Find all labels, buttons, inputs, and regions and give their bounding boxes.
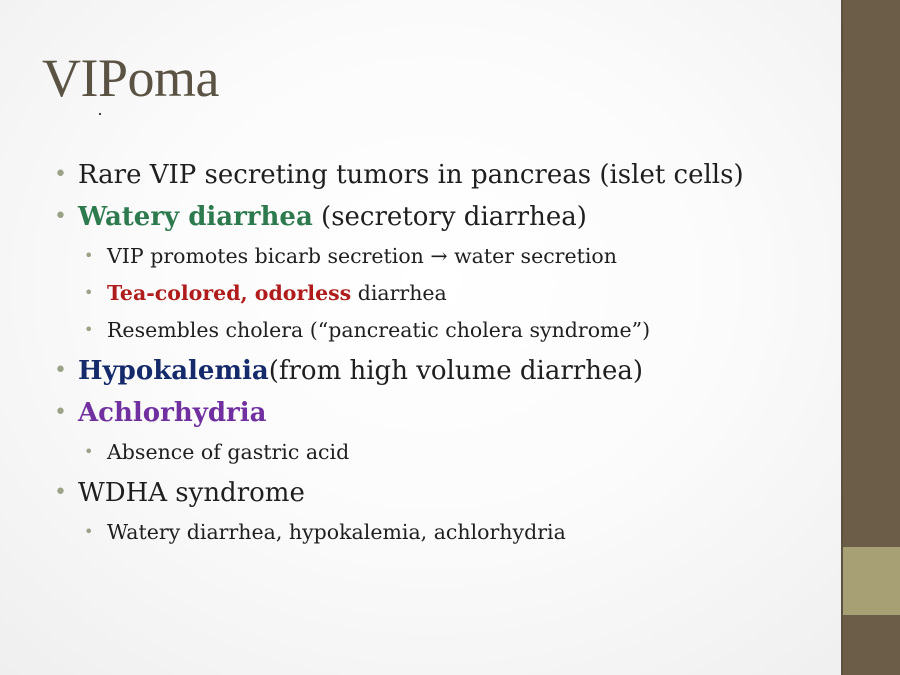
sub-bullet-gastric-acid [54, 438, 834, 466]
sub-bullet-text: Absence of gastric acid [107, 440, 350, 464]
bullet-dot: • [54, 400, 67, 425]
tea-colored-highlight: Tea-colored, odorless [107, 281, 352, 305]
sub-bullet-text: Watery diarrhea, hypokalemia, achlorhydria [107, 520, 566, 544]
bullet-dot: • [84, 246, 94, 265]
stray-dot [99, 113, 101, 115]
slide-title: VIPoma [42, 48, 219, 108]
bullet-dot: • [84, 522, 94, 541]
sub-bullet-wdha-definition [54, 518, 834, 546]
bullet-text: Rare VIP secreting tumors in pancreas (islet cells) [78, 160, 744, 190]
bullet-dot: • [54, 480, 67, 505]
bullet-list [54, 158, 834, 555]
sub-bullet-tea-colored [54, 279, 834, 307]
bullet-dot: • [84, 442, 94, 461]
bullet-rare-tumors [54, 158, 834, 192]
bullet-text: (from high volume diarrhea) [268, 356, 644, 386]
sub-bullet-text: diarrhea [351, 281, 447, 305]
sub-bullet-vip-bicarb [54, 242, 834, 270]
decorative-side-accent [843, 547, 900, 615]
bullet-dot: • [84, 283, 94, 302]
hypokalemia-highlight: Hypokalemia [78, 356, 269, 386]
bullet-watery-diarrhea [54, 200, 834, 234]
bullet-wdha-syndrome [54, 476, 834, 510]
bullet-achlorhydria [54, 396, 834, 430]
bullet-hypokalemia [54, 354, 834, 388]
bullet-text: WDHA syndrome [78, 478, 305, 508]
bullet-dot: • [54, 358, 67, 383]
bullet-text: (secretory diarrhea) [312, 202, 587, 232]
bullet-dot: • [54, 204, 67, 229]
sub-bullet-cholera [54, 316, 834, 344]
sub-bullet-text: VIP promotes bicarb secretion → water secretion [107, 244, 617, 268]
decorative-side-bar [841, 0, 900, 675]
sub-bullet-text: Resembles cholera (“pancreatic cholera syndrome”) [107, 318, 651, 342]
bullet-dot: • [54, 162, 67, 187]
bullet-dot: • [84, 320, 94, 339]
achlorhydria-highlight: Achlorhydria [78, 398, 267, 428]
watery-diarrhea-highlight: Watery diarrhea [78, 202, 313, 232]
